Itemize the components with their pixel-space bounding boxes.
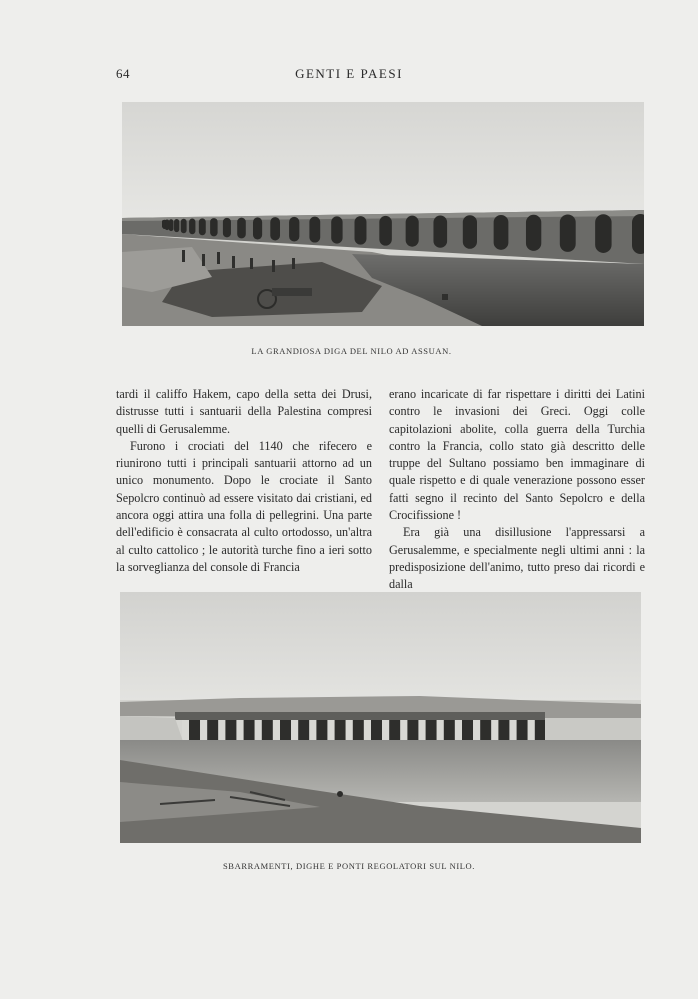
- paragraph: tardi il califfo Hakem, capo della setta dei Drusi, distrusse tutti i santuarii della Palestina compresi quelli di Gerusalemme.: [116, 387, 372, 436]
- photo-aswan-dam: [122, 102, 644, 326]
- paragraph: erano incaricate di far rispettare i diritti dei Latini contro le invasioni dei Greci. Oggi colle capitolazioni abolite, colla guerra della Turchia contro la Francia, collo stato già descritto delle truppe del Sultano possiamo ben immaginare di quale rispetto e di quale venerazione possono esser fatti segno il recinto del Santo Sepolcro e della Crocifissione !: [389, 387, 645, 523]
- figure-caption-2: SBARRAMENTI, DIGHE E PONTI REGOLATORI SUL NILO.: [222, 861, 476, 871]
- running-head: [0, 66, 698, 82]
- running-title: GENTI E PAESI: [295, 66, 403, 81]
- paragraph: Furono i crociati del 1140 che rifecero e riunirono tutti i principali santuarii attorno ad un unico monumento. Dopo le crociate il Santo Sepolcro continuò ad essere visitato dai cristiani, ed ancora oggi attira una folla di pellegrini. Una parte dell'edificio è consacrata al culto ortodosso, un'altra al culto cattolico ; le autorità turche fino a ieri sotto la sorveglianza del console di Francia: [116, 438, 372, 574]
- nile-barrages-illustration: [120, 592, 641, 843]
- aswan-dam-illustration: [122, 102, 644, 326]
- figure-caption-1: LA GRANDIOSA DIGA DEL NILO AD ASSUAN.: [251, 346, 452, 356]
- text-column-left: [116, 386, 372, 576]
- page-number: 64: [116, 66, 130, 81]
- paragraph: Era già una disillusione l'appressarsi a Gerusalemme, e specialmente negli ultimi anni : la predisposizione dell'animo, tutto preso dai ricordi e dalla: [389, 525, 645, 592]
- photo-nile-barrages: [120, 592, 641, 843]
- text-column-right: [389, 386, 645, 594]
